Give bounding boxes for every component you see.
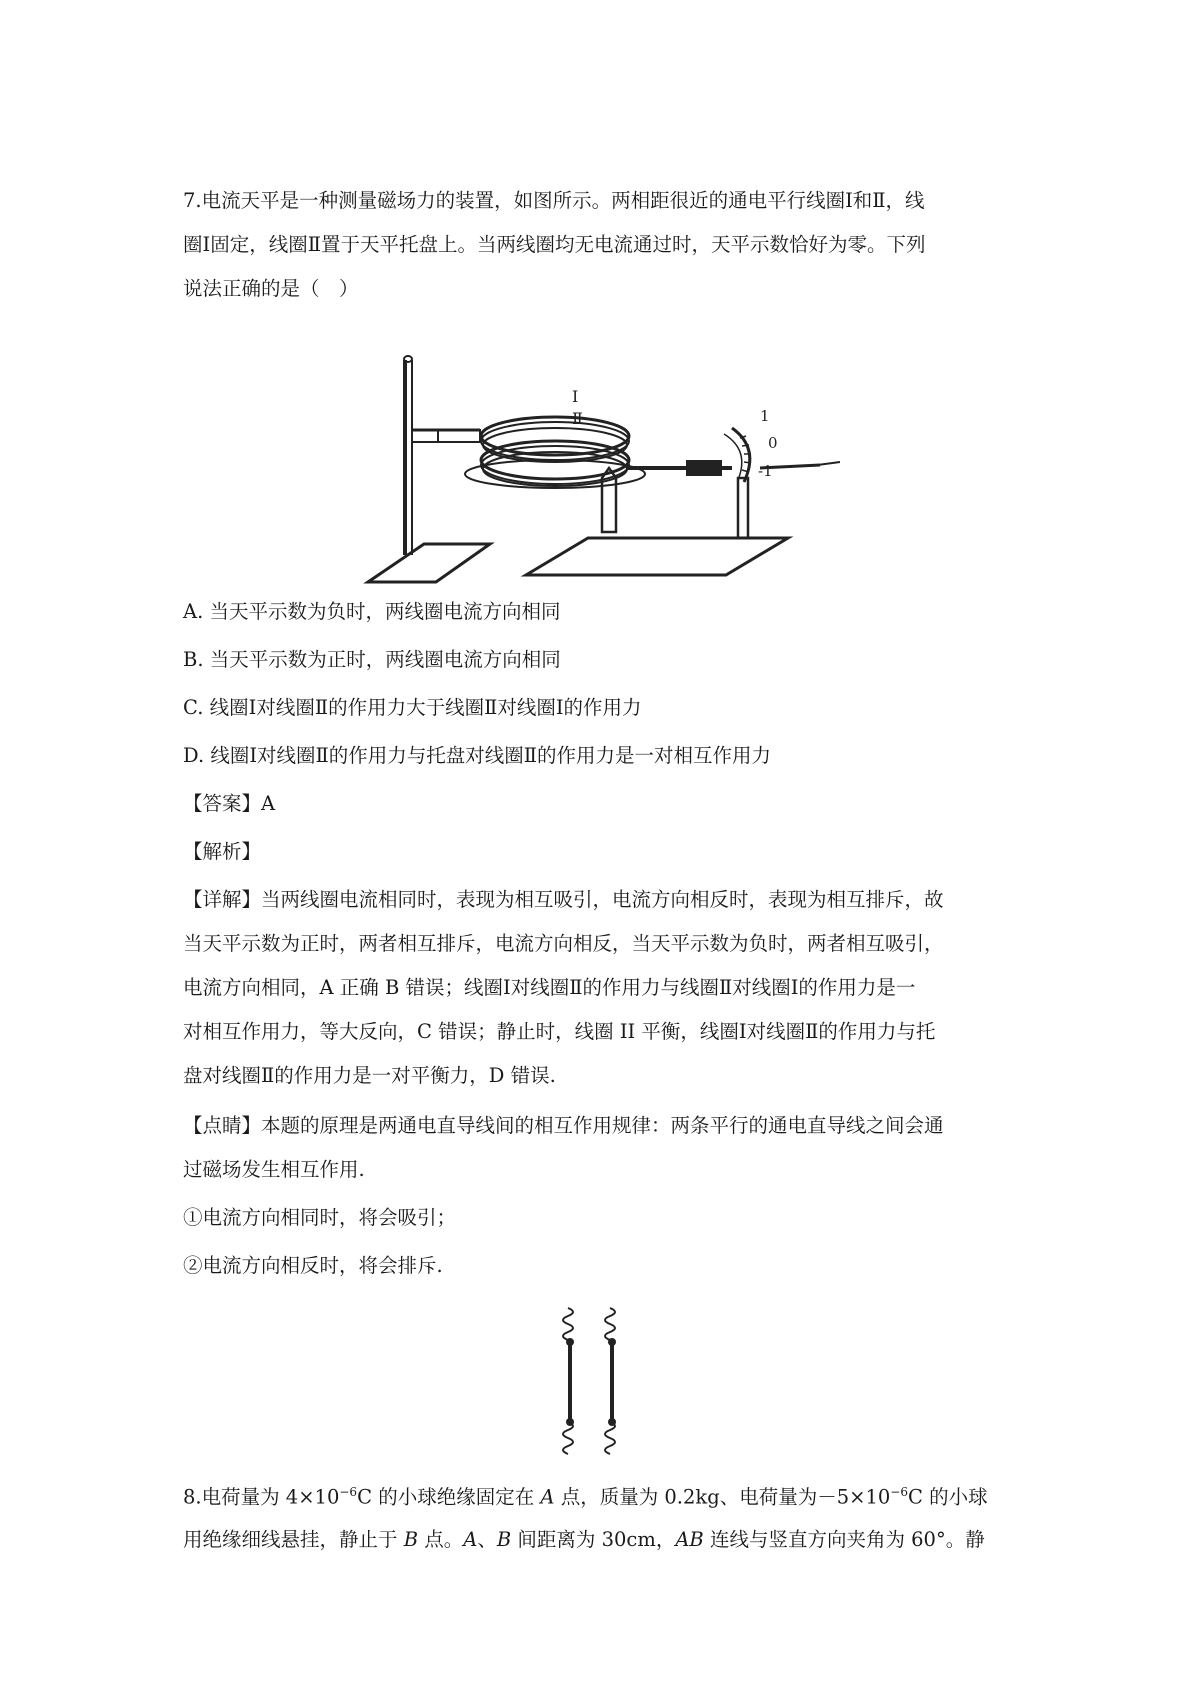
scale-label-zero: 0 [768,434,778,452]
coil-1-label: Ⅰ [572,387,579,406]
detail-line-2: 当天平示数为正时，两者相互排斥，电流方向相反，当天平示数为负时，两者相互吸引， [183,932,944,955]
detail-line-4: 对相互作用力，等大反向，C 错误；静止时，线圈 II 平衡，线圈Ⅰ对线圈Ⅱ的作用力与托 [183,1020,936,1043]
q8-line-1: 8.电荷量为 $4\times 10^{-6}C$ 的小球绝缘固定在 A 点，质量为 0.2kg、电荷量为$-5\times 10^{-6}C$ 的小球 [183,1485,988,1509]
analysis-header: 【解析】 [183,840,262,863]
current-balance-figure [340,350,860,585]
parallel-wires-figure [548,1300,648,1460]
note-line-2: 过磁场发生相互作用. [183,1158,365,1181]
detail-line-1: 【详解】当两线圈电流相同时，表现为相互吸引，电流方向相反时，表现为相互排斥，故 [183,888,944,911]
note-line-3: ①电流方向相同时，将会吸引； [183,1206,457,1229]
note-line-4: ②电流方向相反时，将会排斥. [183,1254,443,1277]
coil-2-label: Ⅱ [572,409,583,428]
q7-stem-line-3: 说法正确的是（ ） [183,277,359,300]
detail-line-5: 盘对线圈Ⅱ的作用力是一对平衡力，D 错误. [183,1064,556,1087]
q7-stem-line-1: 7.电流天平是一种测量磁场力的装置，如图所示。两相距很近的通电平行线圈Ⅰ和Ⅱ，线 [183,189,925,212]
option-c: C. 线圈Ⅰ对线圈Ⅱ的作用力大于线圈Ⅱ对线圈Ⅰ的作用力 [183,696,642,719]
detail-line-3: 电流方向相同，A 正确 B 错误；线圈Ⅰ对线圈Ⅱ的作用力与线圈Ⅱ对线圈Ⅰ的作用力是一 [183,976,916,999]
scale-label-top: 1 [760,407,770,425]
option-a: A. 当天平示数为负时，两线圈电流方向相同 [183,600,561,623]
option-b: B. 当天平示数为正时，两线圈电流方向相同 [183,648,561,671]
scale-label-bottom: -1 [758,462,773,480]
note-line-1: 【点睛】本题的原理是两通电直导线间的相互作用规律：两条平行的通电直导线之间会通 [183,1114,944,1137]
q7-stem-line-2: 圈Ⅰ固定，线圈Ⅱ置于天平托盘上。当两线圈均无电流通过时，天平示数恰好为零。下列 [183,233,926,256]
answer: 【答案】A [183,792,276,815]
option-d: D. 线圈Ⅰ对线圈Ⅱ的作用力与托盘对线圈Ⅱ的作用力是一对相互作用力 [183,744,772,767]
q8-line-2: 用绝缘细线悬挂，静止于 B 点。A、B 间距离为 30cm，AB 连线与竖直方向夹角为 60°。静 [183,1528,985,1551]
